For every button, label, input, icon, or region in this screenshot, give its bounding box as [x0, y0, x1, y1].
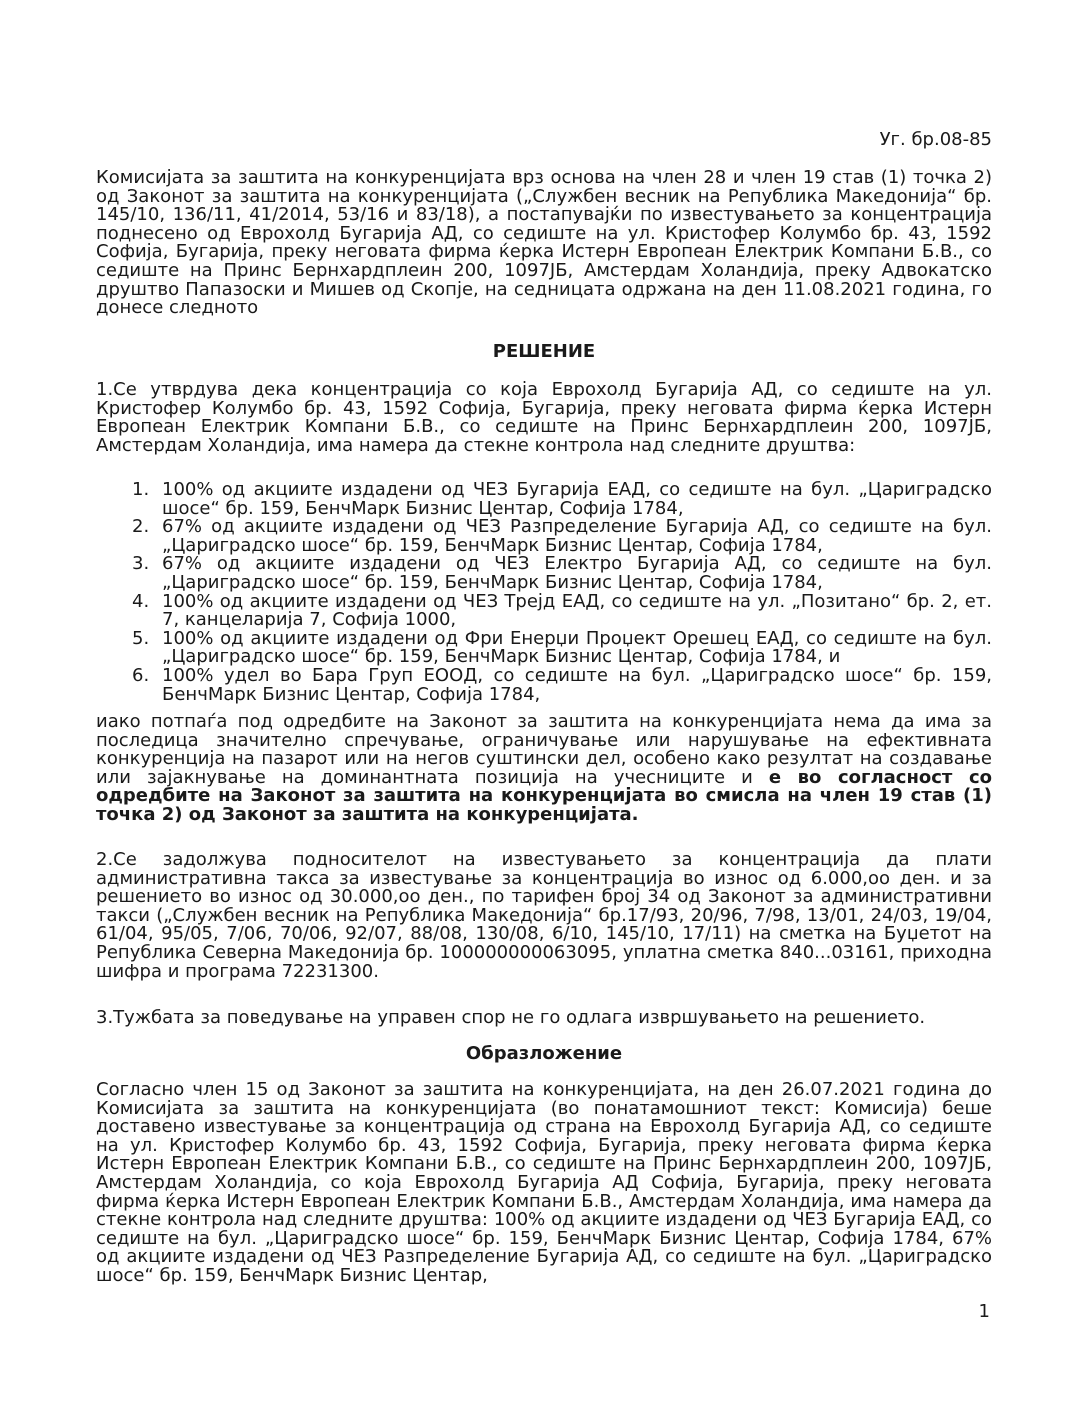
- page-number: 1: [978, 1301, 990, 1322]
- company-list: [96, 481, 992, 704]
- list-item: 5. 100% од акциите издадени од Фри Енерџи Проџект Орешец ЕАД, со седиште на бул. „Цариградско шосе“ бр. 159, БенчМарк Бизнис Центар, Софија 1784, и: [132, 627, 992, 668]
- list-item: 2. 67% од акциите издадени од ЧЕЗ Разпределение Бугарија АД, со седиште на бул. „Цариградско шосе“ бр. 159, БенчМарк Бизнис Центар, Софија 1784,: [132, 516, 992, 556]
- list-item: 6. 100% удел во Бара Груп ЕООД, со седиште на бул. „Цариградско шосе“ бр. 159, БенчМарк Бизнис Центар, Софија 1784,: [132, 664, 992, 705]
- decision-point-2: 2.Се задолжува подносителот на известувањето за концентрација да плати административна такса за известување за концентрација во износ од 6.000,оо ден. и за решението во износ од 30.000,оо ден., по тарифен број 34 од Законот за административни такси („Службен весник на Република Македонија“ бр.17/93, 20/96, 7/98, 13/01, 24/03, 19/04, 61/04, 95/05, 7/06, 70/06, 92/07, 88/08, 130/08, 6/10, 145/10, 17/11) на сметка на Буџетот на Република Северна Македонија бр. 100000000063095, уплатна сметка 840...03161, приходна шифра и програма 72231300.: [96, 849, 992, 982]
- list-item: 1. 100% од акциите издадени од ЧЕЗ Бугарија ЕАД, со седиште на бул. „Цариградско шосе“ бр. 159, БенчМарк Бизнис Центар, Софија 1784,: [132, 479, 992, 519]
- decision-point-1: 1.Се утврдува дека концентрација со која Еврохолд Бугарија АД, со седиште на ул. Кристофер Колумбо бр. 43, 1592 Софија, Бугарија, преку неговата фирма ќерка Истерн Европеан Електрик Компани Б.В., со седиште на Принс Бернхардплеин 200, 1097ЈБ, Амстердам Холандија, има намера да стекне контрола над следните друштва:: [96, 379, 992, 456]
- point-1-conclusion: е во согласност со одредбите на Законот за заштита на конкуренцијата во смисла на член 19 став (1) точка 2) од Законот за заштита на конкуренцијата.: [96, 766, 992, 825]
- reasoning-title: Образложение: [465, 1043, 623, 1064]
- list-item: 4. 100% од акциите издадени од ЧЕЗ Трејд ЕАД, со седиште на ул. „Позитано“ бр. 2, ет. 7, канцеларија 7, Софија 1000,: [132, 590, 992, 631]
- reasoning-paragraph: Согласно член 15 од Законот за заштита на конкуренцијата, на ден 26.07.2021 година до Комисијата за заштита на конкуренцијата (во понатамошниот текст: Комисија) беше доставено известување за концентрација од страна на Еврохолд Бугарија АД, со седиште на ул. Кристофер Колумбо бр. 43, 1592 Софија, Бугарија, преку неговата фирма ќерка Истерн Европеан Електрик Компани Б.В., со седиште на Принс Бернхардплеин 200, 1097ЈБ, Амстердам Холандија, со која Еврохолд Бугарија АД Софија, Бугарија, преку неговата фирма ќерка Истерн Европеан Електрик Компани Б.В., Амстердам Холандија, има намера да стекне контрола над следните друштва: 100% од акциите издадени од ЧЕЗ Бугарија ЕАД, со седиште на бул. „Цариградско шосе“ бр. 159, БенчМарк Бизнис Центар, Софија 1784, 67% од акциите издадени од ЧЕЗ Разпределение Бугарија АД, со седиште на бул. „Цариградско шосе“ бр. 159, БенчМарк Бизнис Центар,: [96, 1079, 992, 1286]
- decision-point-1-continuation: [96, 713, 992, 825]
- decision-point-3: 3.Тужбата за поведување на управен спор не го одлага извршувањето на решението.: [96, 1007, 926, 1028]
- point-1-continuation-text: иако потпаѓа под одредбите на Законот за заштита на конкуренцијата нема да има за последица значително спречување, ограничување или нарушување на ефективната конкуренција на пазарот или на негов суштински дел, особено како резултат на создавање или зајакнување на доминантната позиција на учесниците и: [96, 711, 992, 788]
- document-number: Уг. бр.08-85: [879, 129, 992, 150]
- intro-paragraph: Комисијата за заштита на конкуренцијата врз основа на член 28 и член 19 став (1) точка 2) од Законот за заштита на конкуренцијата („Службен весник на Република Македонија“ бр. 145/10, 136/11, 41/2014, 53/16 и 83/18), а постапувајќи по известувањето за концентрација поднесено од Еврохолд Бугарија АД, со седиште на ул. Кристофер Колумбо бр. 43, 1592 Софија, Бугарија, преку неговата фирма ќерка Истерн Европеан Електрик Компани Б.В., со седиште на Принс Бернхардплеин 200, 1097ЈБ, Амстердам Холандија, преку Адвокатско друштво Папазоски и Мишев од Скопје, на седницата одржана на ден 11.08.2021 година, го донесе следното: [96, 167, 992, 319]
- list-item: 3. 67% од акциите издадени од ЧЕЗ Електро Бугарија АД, со седиште на бул. „Цариградско шосе“ бр. 159, БенчМарк Бизнис Центар, Софија 1784,: [132, 553, 992, 593]
- decision-title: РЕШЕНИЕ: [492, 341, 596, 362]
